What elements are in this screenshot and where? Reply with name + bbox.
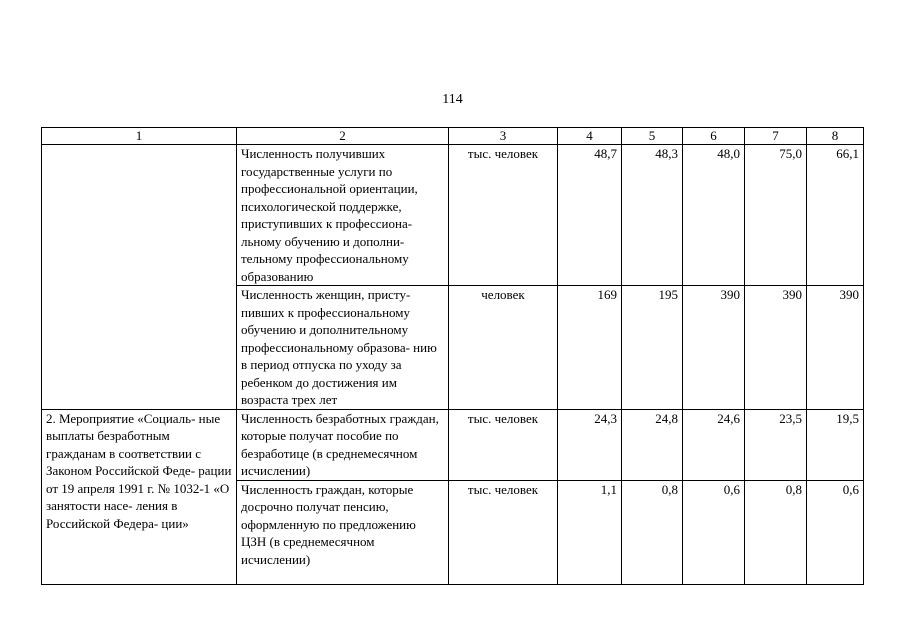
data-table [41, 127, 864, 585]
indicator-cell: Численность граждан, которые досрочно получат пенсию, оформленную по предложению ЦЗН (в среднемесячном исчислении) [237, 480, 449, 584]
value-cell: 66,1 [807, 145, 864, 286]
column-number: 6 [683, 128, 745, 145]
value-cell: 0,8 [622, 480, 683, 584]
value-cell: 390 [683, 286, 745, 410]
unit-cell: тыс. человек [449, 145, 558, 286]
table-row [42, 145, 864, 286]
unit-cell: тыс. человек [449, 409, 558, 480]
value-cell: 24,8 [622, 409, 683, 480]
column-number: 8 [807, 128, 864, 145]
value-cell: 23,5 [745, 409, 807, 480]
value-cell: 390 [807, 286, 864, 410]
measure-cell: 2. Мероприятие «Социаль- ные выплаты безработным гражданам в соответствии с Законом Российской Феде- рации от 19 апреля 1991 г. № 1032-1 «О занятости насе- ления в Российской Федера- ции» [42, 409, 237, 584]
column-number: 4 [558, 128, 622, 145]
table-row [42, 409, 864, 480]
column-number: 2 [237, 128, 449, 145]
value-cell: 24,3 [558, 409, 622, 480]
indicator-cell: Численность безработных граждан, которые получат пособие по безработице (в среднемесячном исчислении) [237, 409, 449, 480]
value-cell: 19,5 [807, 409, 864, 480]
value-cell: 0,8 [745, 480, 807, 584]
indicator-cell: Численность получивших государственные услуги по профессиональной ориентации, психологической поддержке, приступивших к профессиона- льному обучению и дополни- тельному профессиональному образованию [237, 145, 449, 286]
column-number: 3 [449, 128, 558, 145]
measure-cell [42, 145, 237, 410]
value-cell: 75,0 [745, 145, 807, 286]
unit-cell: тыс. человек [449, 480, 558, 584]
value-cell: 48,0 [683, 145, 745, 286]
value-cell: 48,7 [558, 145, 622, 286]
unit-cell: человек [449, 286, 558, 410]
value-cell: 0,6 [683, 480, 745, 584]
page-number: 114 [442, 92, 463, 107]
indicator-cell: Численность женщин, присту- пивших к профессиональному обучению и дополнительному профессиональному образова- нию в период отпуска по уходу за ребенком до достижения им возраста трех лет [237, 286, 449, 410]
value-cell: 195 [622, 286, 683, 410]
value-cell: 1,1 [558, 480, 622, 584]
value-cell: 24,6 [683, 409, 745, 480]
column-number: 1 [42, 128, 237, 145]
value-cell: 169 [558, 286, 622, 410]
value-cell: 48,3 [622, 145, 683, 286]
column-number: 7 [745, 128, 807, 145]
value-cell: 390 [745, 286, 807, 410]
column-number: 5 [622, 128, 683, 145]
value-cell: 0,6 [807, 480, 864, 584]
table-header-row [42, 128, 864, 145]
